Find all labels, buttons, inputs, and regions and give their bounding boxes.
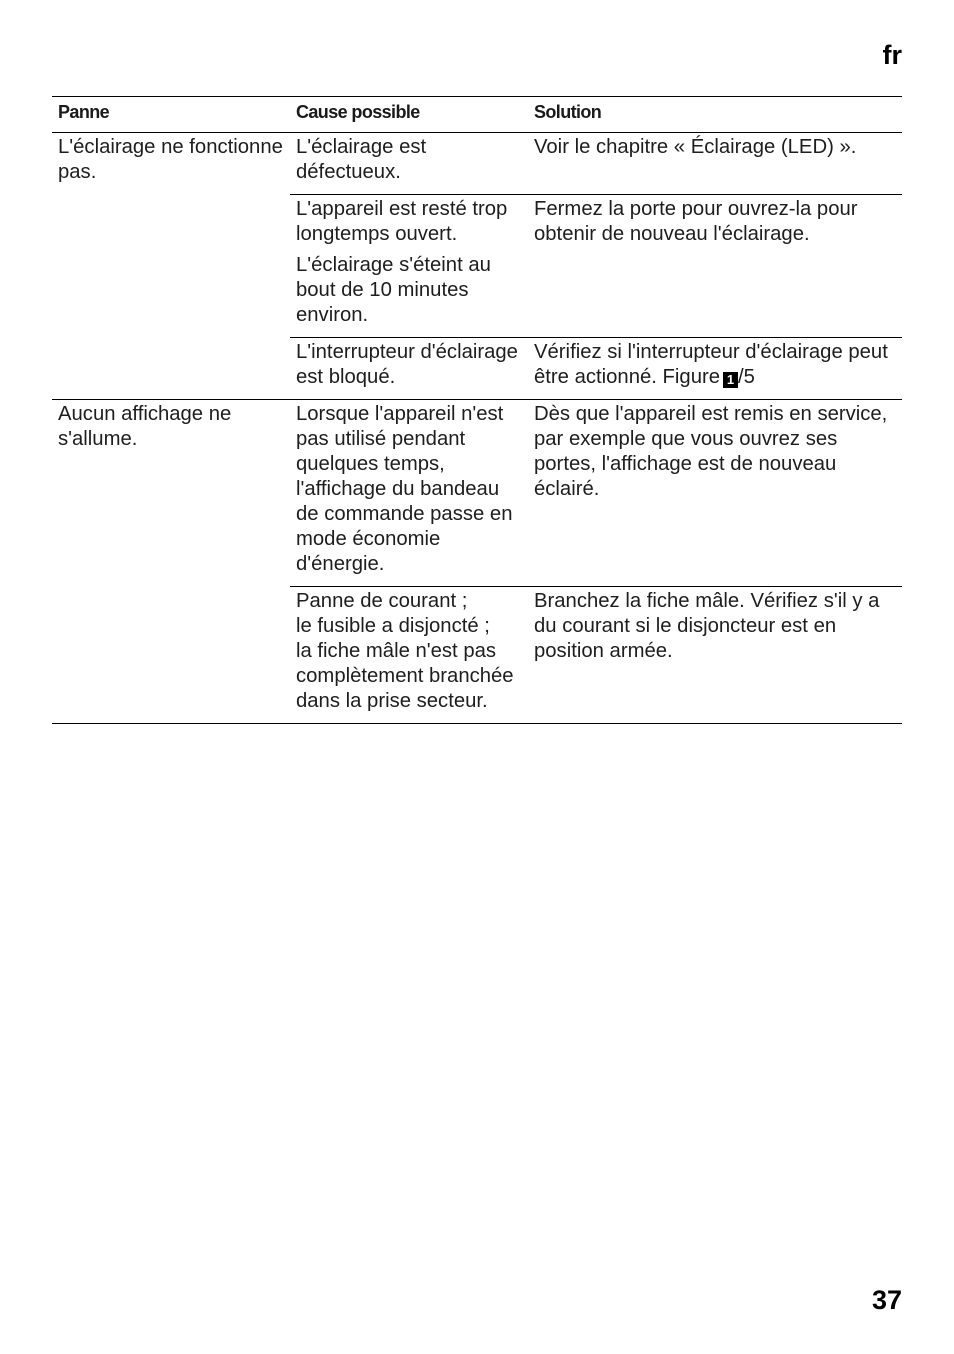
cause-note: L'éclairage s'éteint au bout de 10 minutes environ. — [296, 254, 491, 326]
cause-cell: Lorsque l'appareil n'est pas utilisé pendant quelques temps, l'affichage du bandeau de commande passe en mode économie d'énergie. — [290, 400, 528, 587]
cause-text: L'appareil est resté trop longtemps ouvert. — [296, 198, 508, 245]
figure-number-badge: 1 — [723, 372, 738, 388]
cause-line: la fiche mâle n'est pas complètement branchée dans la prise secteur. — [296, 640, 514, 712]
page-number: 37 — [871, 1285, 902, 1315]
panne-cell: Aucun affichage ne s'allume. — [52, 400, 290, 724]
solution-cell: Branchez la fiche mâle. Vérifiez s'il y a du courant si le disjoncteur est en position armée. — [528, 587, 902, 724]
cause-cell: L'éclairage est défectueux. — [290, 133, 528, 195]
language-tag: fr — [882, 40, 902, 70]
solution-cell: Dès que l'appareil est remis en service, par exemple que vous ouvrez ses portes, l'affichage est de nouveau éclairé. — [528, 400, 902, 587]
column-header-cause: Cause possible — [290, 97, 528, 133]
troubleshooting-table — [52, 96, 902, 724]
cause-cell: L'interrupteur d'éclairage est bloqué. — [290, 338, 528, 400]
solution-cell: Fermez la porte pour ouvrez-la pour obtenir de nouveau l'éclairage. — [528, 195, 902, 338]
cause-cell — [290, 195, 528, 338]
solution-cell — [528, 338, 902, 400]
cause-cell — [290, 587, 528, 724]
solution-cell: Voir le chapitre « Éclairage (LED) ». — [528, 133, 902, 195]
solution-text: Vérifiez si l'interrupteur d'éclairage peut être actionné. Figure — [534, 341, 888, 388]
table-row — [52, 133, 902, 195]
column-header-panne: Panne — [52, 97, 290, 133]
cause-line: Panne de courant ; — [296, 590, 468, 612]
table-header-row — [52, 97, 902, 133]
figure-suffix: /5 — [738, 366, 755, 388]
column-header-solution: Solution — [528, 97, 902, 133]
cause-line: le fusible a disjoncté ; — [296, 615, 490, 637]
panne-cell: L'éclairage ne fonctionne pas. — [52, 133, 290, 400]
table-row — [52, 400, 902, 587]
